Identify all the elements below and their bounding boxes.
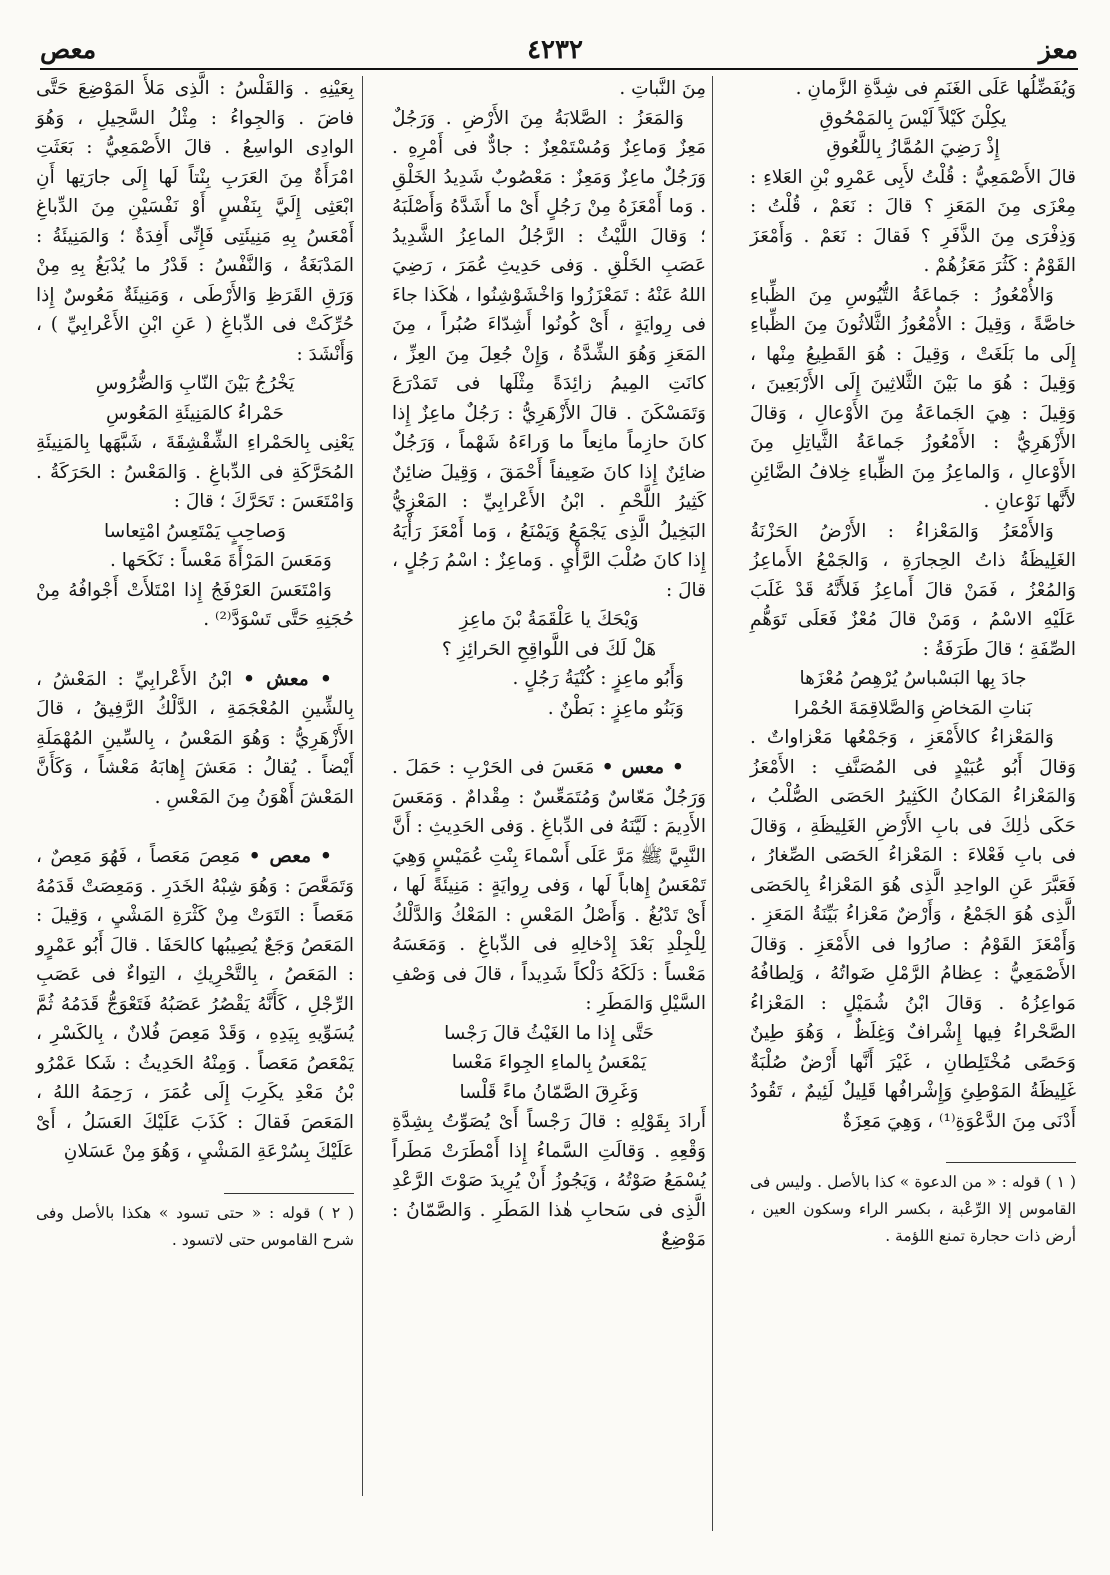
verse-line (750, 694, 1076, 724)
verse-line (392, 1019, 706, 1049)
left-column (36, 74, 354, 1254)
verse-line (392, 1048, 706, 1078)
paragraph-text: بِعَيْنِهِ . وَالقَلْسُ : الَّذِى مَلأَ المَوْضِعَ حَتَّى فاضَ . وَالجِواءُ : مِثْلُ السَّحِيلِ ، وَهُوَ الوادِى الواسِعُ . قالَ الأَصْمَعِيُّ : بَعَثَتِ امْرَأَةٌ مِنَ العَرَبِ بِنْتاً لَها إِلَى جارَتِها أَنِ ابْعَثِى إِلَيَّ بِنَفْسٍ أَوْ نَفْسَيْنِ مِنَ الدِّباغِ أَمْعَسُ بِهِ مَنِيئَتِى فَإِنِّى أَفِدَةٌ ؛ وَالمَنِيئَةُ : المَدْبَغَةُ ، وَالنَّفْسُ : قَدْرُ ما يُدْبَغُ بِهِ مِنْ وَرَقِ القَرَظِ وَالأَرْطَى ، وَمَنِيئَةٌ مَعُوسٌ إِذا حُرِّكَتْ فى الدِّباغِ ( عَنِ ابْنِ الأَعْرابِيِّ ) ، وَأَنْشَدَ : (36, 78, 354, 365)
paragraph-text: يَمْعَسُ بِالماءِ الجِواءَ مَعْسا (451, 1052, 647, 1073)
paragraph-text: جادَ بِها البَسْباسُ يُرْهِصُ مُعْزَها (799, 668, 1027, 689)
dictionary-entry (36, 665, 354, 813)
entry-headword: • معش • (243, 668, 332, 690)
middle-column (392, 74, 706, 1255)
paragraph-text: وَالمَعَزُ : الصَّلابَةُ مِنَ الأَرْضِ . وَرَجُلٌ مَعِزٌ وَماعِزٌ وَمُسْتَمْعِزٌ : جادٌّ فى أَمْرِهِ . وَرَجُلٌ ماعِزٌ وَمَعِزٌ : مَعْصُوبٌ شَدِيدُ الخَلْقِ . وَما أَمْعَزَهُ مِنْ رَجُلٍ أَىْ ما أَشَدَّهُ وَأَصْلَبَهُ ؛ وَقالَ اللَّيْثُ : الرَّجُلُ الماعِزُ الشَّدِيدُ عَصَبِ الخَلْقِ . وَفى حَدِيثِ عُمَرَ ، رَضِيَ اللهُ عَنْهُ : تَمَعْزَزُوا وَاخْشَوْشِنُوا ، هٰكَذا جاءَ فى رِوايَةٍ ، أَىْ كُونُوا أَشِدّاءَ صُبُراً ، مِنَ المَعَزِ وَهُوَ الشِّدَّةُ ، وَإِنْ جُعِلَ مِنَ العِزِّ ، كانَتِ المِيمُ زائِدَةً مِثْلَها فى تَمَدْرَعَ وَتَمَسْكَنَ . قالَ الأَزْهَرِيُّ : رَجُلٌ ماعِزٌ إِذا كانَ حازِماً مانِعاً ما وَراءَهُ شَهْماً ، وَرَجُلٌ ضائِنٌ إِذا كانَ ضَعِيفاً أَحْمَقَ ، وَقِيلَ ضائِنٌ كَثِيرُ اللَّحْمِ . ابْنُ الأَعْرابِيِّ : المَعْزِيُّ البَخِيلُ الَّذِى يَجْمَعُ وَيَمْنَعُ ، وَما أَمْعَزَ رَأْيَهُ إِذا كانَ صُلْبَ الرَّأْيِ . وَماعِزٌ : اسْمُ رَجُلٍ ، قالَ : (392, 107, 706, 601)
verse-line (392, 605, 706, 635)
entry-headword: • معص • (248, 846, 332, 867)
paragraph-text: مَعَسَ فى الحَرْبِ : حَمَلَ . وَرَجُلٌ مَعّاسٌ وَمُتَمَعِّسٌ : مِقْدامٌ . وَمَعَسَ الأَدِيمَ : لَيَّنَهُ فى الدِّباغِ . وَفى الحَدِيثِ : أَنَّ النَّبِيَّ ﷺ مَرَّ عَلَى أَسْماءَ بِنْتِ عُمَيْسٍ وَهِيَ تَمْعَسُ إِهاباً لَها ، وَفى رِوايَةٍ : مَنِيئَةً لَها ، أَىْ تَدْبُغُ . وَأَصْلُ المَعْسِ : المَعْكُ وَالدَّلْكُ لِلْجِلْدِ بَعْدَ إِدْخالِهِ فى الدِّباغِ . وَمَعَسَهُ مَعْساً : دَلَكَهُ دَلْكاً شَدِيداً ، قالَ فى وَصْفِ السَّيْلِ وَالمَطَرِ : (392, 757, 706, 1014)
paragraph-text: وَامْتَعَسَ العَرْفَجُ إِذا امْتَلأَتْ أَجْوافُهُ مِنْ حُجَنِهِ حَتَّى تَسْوَدَّ⁽²⁾ . (36, 579, 354, 630)
paragraph-text: وَمَعَسَ المَرْأَةَ مَعْساً : نَكَحَها . (109, 550, 332, 571)
paragraph (750, 723, 1076, 1136)
paragraph (750, 281, 1076, 517)
column-divider-right (712, 76, 713, 1531)
verse-line (392, 1078, 706, 1108)
header-rule (40, 68, 1078, 70)
paragraph (392, 694, 706, 724)
paragraph-text: وَصاحِبٍ يَمْتَعِسُ امْتِعاسا (104, 520, 286, 542)
paragraph (750, 163, 1076, 281)
header-root-word: معز (1038, 35, 1078, 64)
footnote-rule (946, 1162, 1076, 1163)
paragraph (392, 664, 706, 694)
verse-line (36, 517, 354, 547)
paragraph-text: وَأَبُو ماعِزٍ : كُنْيَةُ رَجُلٍ . (512, 668, 684, 689)
verse-line (750, 664, 1076, 694)
paragraph (36, 576, 354, 635)
paragraph-text: مَعِصَ مَعَصاً ، فَهُوَ مَعِصٌ ، وَتَمَعَّصَ : وَهُوَ شِبْهُ الخَدَرِ . وَمَعِصَتْ قَدَمُهُ مَعَصاً : التَوَتْ مِنْ كَثْرَةِ المَشْيِ ، وَقِيلَ : المَعَصُ وَجَعٌ يُصِيبُها كالحَفَا . قالَ أَبُو عَمْرٍو : المَعَصُ ، بِالتَّحْرِيكِ ، التِواءٌ فى عَصَبِ الرِّجْلِ ، كَأَنَّهُ يَقْصُرُ عَصَبُهُ فَتَعْوَجُّ قَدَمُهُ ثُمَّ يُسَوِّيهِ بِيَدِهِ ، وَقَدْ مَعِصَ فُلانٌ ، بِالكَسْرِ ، يَمْعَصُ مَعَصاً . وَمِنْهُ الحَدِيثُ : شَكا عَمْرُو بْنُ مَعْدِ يكَرِبَ إِلَى عُمَرَ ، رَحِمَهُ اللهُ ، المَعَصَ فَقالَ : كَذَبَ عَلَيْكَ العَسَلُ ، أَىْ عَلَيْكَ بِسُرْعَةِ المَشْيِ ، وَهُوَ مِنْ عَسَلانِ (36, 846, 354, 1162)
paragraph (36, 74, 354, 369)
dictionary-entry (36, 842, 354, 1167)
paragraph-text: وَغَرِقَ الصَّمّانُ ماءً قَلْسا (459, 1081, 639, 1103)
header-last-word: معص (40, 35, 97, 64)
paragraph-text: وَالأُمْعُوزُ : جَماعَةُ التُّيُوسِ مِنَ الظِّباءِ خاصَّةً ، وَقِيلَ : الأُمْعُوزُ الثَّلاثُونَ مِنَ الظِّباءِ إِلَى ما بَلَغَتْ ، وَقِيلَ : هُوَ القَطِيعُ مِنْها ، وَقِيلَ : هُوَ ما بَيْنَ الثَّلاثِينَ إِلَى الأَرْبَعِينَ ، وَقِيلَ : هِيَ الجَماعَةُ مِنَ الأَوْعالِ ، وَقالَ الأَزْهَرِيُّ : الأَمْعُوزُ جَماعَةُ الثَّياتِلِ مِنَ الأَوْعالِ ، وَالماعِزُ مِنَ الظِّباءِ خِلافُ الضَّائِنِ لأَنَّها نَوْعانِ . (750, 284, 1076, 512)
paragraph-text: هَلْ لَكَ فى اللَّواقِحِ الحَرائِزِ ؟ (441, 638, 657, 660)
paragraph (392, 104, 706, 606)
column-divider-left (362, 76, 363, 1496)
paragraph (392, 74, 706, 104)
paragraph-text: يَعْنِى بِالحَمْراءِ الشِّقْشِقَةَ ، شَبَّهَها بِالمَنِيئَةِ المُحَرَّكَةِ فى الدِّباغِ . وَالمَعْسُ : الحَرَكَةُ . وَامْتَعَسَ : تَحَرَّكَ ؛ قالَ : (36, 432, 354, 512)
paragraph (750, 74, 1076, 104)
verse-line (392, 635, 706, 665)
dictionary-entry (392, 753, 706, 1019)
paragraph-text: أَرادَ بِقَوْلِهِ : قالَ رَجْساً أَىْ يُصَوِّتُ بِشِدَّةِ وَقْعِهِ . وَقالَتِ السَّماءُ إِذا أَمْطَرَتْ مَطَراً يُسْمَعُ صَوْتُهُ ، وَيَجُوزُ أَنْ يُرِيدَ صَوْتَ الرَّعْدِ الَّذِى فى سَحابِ هٰذا المَطَرِ . وَالصَّمّانُ : مَوْضِعٌ (392, 1111, 706, 1250)
paragraph (392, 1107, 706, 1255)
paragraph-text: يكِلْنَ كَيْلاً لَيْسَ بِالمَمْحُوقِ (819, 107, 1007, 129)
right-column (750, 74, 1076, 1250)
paragraph-text: إِذْ رَضِيَ المُمَّازُ بِاللَّعُوقِ (826, 137, 1000, 158)
paragraph-text: حَتَّى إِذا ما الغَيْثُ قالَ رَجْسا (444, 1022, 654, 1044)
entry-headword: • معس • (601, 757, 684, 778)
verse-line (750, 104, 1076, 134)
paragraph (36, 428, 354, 517)
paragraph (750, 517, 1076, 665)
footnote-2: ( ٢ ) قوله : « حتى تسود » هكذا بالأصل وفى شرح القاموس حتى لاتسود . (36, 1203, 354, 1249)
verse-line (750, 133, 1076, 163)
paragraph-text: قالَ الأَصْمَعِيُّ : قُلْتُ لأَبِى عَمْرِو بْنِ العَلاءِ : مِعْزَى مِنَ المَعَزِ ؟ قالَ : نَعَمْ ، قُلْتُ : وَذِفْرَى مِنَ الذَّفَرِ ؟ فَقالَ : نَعَمْ . وَأَمْعَزَ القَوْمُ : كَثُرَ مَعَزُهُمْ . (750, 166, 1076, 276)
paragraph-text: ابْنُ الأَعْرابِيِّ : المَعْشُ ، بِالشِّينِ المُعْجَمَةِ ، الدَّلْكُ الرَّفِيقُ ، قالَ الأَزْهَرِيُّ : وَهُوَ المَعْسُ ، بِالسِّينِ المُهْمَلَةِ أَيْضاً . يُقالُ : مَعَشَ إِهابَهُ مَعْشاً ، وَكَأَنَّ المَعْشَ أَهْوَنُ مِنَ المَعْسِ . (36, 668, 354, 808)
verse-line (36, 399, 354, 429)
paragraph-text: حَمْراءُ كالمَنِيئَةِ المَعُوسِ (106, 402, 284, 424)
paragraph-text: وَيُفَضِّلُها عَلَى الغَنَمِ فى شِدَّةِ الزَّمانِ . (795, 78, 1076, 99)
paragraph-text: وَالمَعْزاءُ كالأَمْعَزِ ، وَجَمْعُها مَعْزاواتٌ . وَقالَ أَبُو عُبَيْدٍ فى المُصَنَّفِ : الأَمْعَزُ وَالمَعْزاءُ المَكانُ الكَثِيرُ الحَصَى الصُّلْبُ ، حَكَى ذٰلِكَ فى بابِ الأَرْضِ الغَلِيظَةِ ، وَقالَ فى بابِ فَعْلاءَ : المَعْزاءُ الحَصَى الصِّغارُ ، فَعَبَّرَ عَنِ الواحِدِ الَّذِى هُوَ المَعْزاءُ بِالحَصَى الَّذِى هُوَ الجَمْعُ ، وَأَرْضٌ مَعْزاءُ بَيِّنَةُ المَعَزِ . وَأَمْعَزَ القَوْمُ : صارُوا فى الأَمْعَزِ . وَقالَ الأَصْمَعِيُّ : عِظامُ الرَّمْلِ ضَواتُهُ ، وَلِطافُهُ مَواعِزُهُ . وَقالَ ابْنُ شُمَيْلٍ : المَعْزاءُ الصَّحْراءُ فِيها إِشْرافٌ وَغِلَظٌ ، وَهُوَ طِينٌ وَحَصًى مُخْتَلِطانِ ، غَيْرَ أَنَّها أَرْضٌ صُلْبَةٌ غَلِيظَةُ المَوْطِئِ وَإِشْرافُها قَلِيلٌ لَئِيمٌ ، تَقُودُ أَدْنَى مِنَ الدَّعْوَةِ⁽¹⁾ ، وَهِيَ مَعِزَةٌ (750, 727, 1076, 1132)
paragraph (36, 546, 354, 576)
paragraph-text: يَخْرُجُ بَيْنَ النّابِ وَالضُّرُوسِ (95, 373, 295, 394)
paragraph-text: وَبَنُو ماعِزٍ : بَطْنٌ . (547, 697, 684, 719)
paragraph-text: مِنَ النَّباتِ . (619, 78, 706, 99)
verse-line (36, 369, 354, 399)
footnote-1: ( ١ ) قوله : « من الدعوة » كذا بالأصل . وليس فى القاموس إلا الرِّعْبة ، بكسر الراء وسكون العين ، أرض ذات حجارة تمنع اللؤمة . (750, 1173, 1076, 1245)
footnote-rule (224, 1193, 354, 1194)
page-number: ٤٢٣٢ (527, 35, 583, 65)
paragraph-text: وَالأَمْعَزُ وَالمَعْزاءُ : الأَرْضُ الحَزْنَةُ الغَلِيظَةُ ذاتُ الحِجارَةِ ، وَالجَمْعُ الأَماعِزُ وَالمُعْزُ ، فَمَنْ قالَ أَماعِزُ فَلأَنَّهُ قَدْ غَلَبَ عَلَيْهِ الاسْمُ ، وَمَنْ قالَ مُعْزٌ فَعَلَى تَوَهُّمِ الصِّفَةِ ؛ قالَ طَرَفَةُ : (750, 520, 1076, 660)
paragraph-text: وَيْحَكَ يا عَلْقَمَةُ بْنَ ماعِزِ (459, 609, 639, 630)
paragraph-text: بَناتِ المَخاضِ وَالصَّلاقِمَةَ الحُمْرا (794, 697, 1032, 719)
